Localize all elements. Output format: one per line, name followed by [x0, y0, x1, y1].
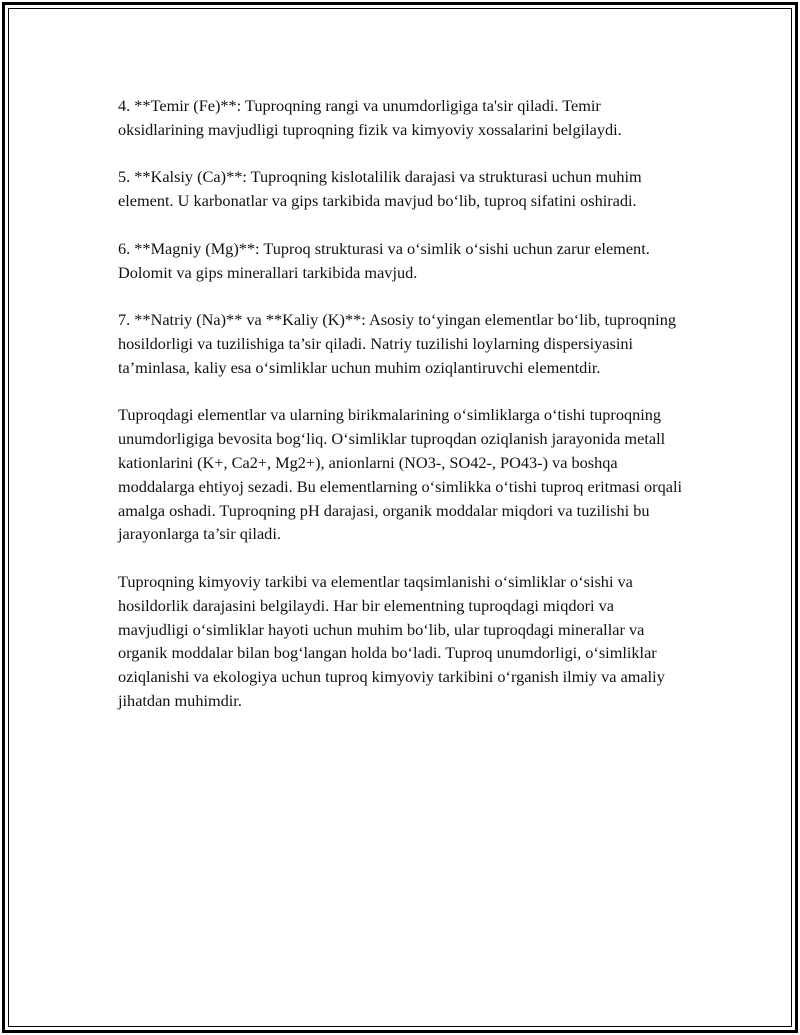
paragraph-iron: 4. **Temir (Fe)**: Tuproqning rangi va unumdorligiga ta'sir qiladi. Temir oksidlarining mavjudligi tuproqning fizik va kimyoviy xossalarini belgilaydi. [118, 96, 622, 139]
paragraph-conclusion: Tuproqning kimyoviy tarkibi va elementlar taqsimlanishi o‘simliklar o‘sishi va hosildorlik darajasini belgilaydi. Har bir elementning tuproqdagi miqdori va mavjudligi o‘simliklar hayoti uchun muhim bo‘lib, ular tuproqdagi minerallar va organik moddalar bilan bog‘langan holda bo‘ladi. Tuproq unumdorligi, o‘simliklar oziqlanishi va ekologiya uchun tuproq kimyoviy tarkibini o‘rganish ilmiy va amaliy jihatdan muhimdir. [118, 571, 665, 710]
document-body [118, 94, 688, 737]
paragraph-sodium-potassium: 7. **Natriy (Na)** va **Kaliy (K)**: Asosiy to‘yingan elementlar bo‘lib, tuproqning hosildorligi va tuzilishiga ta’sir qiladi. Natriy tuzilishi loylarning dispersiyasini ta’minlasa, kaliy esa o‘simliklar uchun muhim oziqlantiruvchi elementdir. [118, 310, 676, 377]
paragraph-calcium: 5. **Kalsiy (Ca)**: Tuproqning kislotalilik darajasi va strukturasi uchun muhim element. U karbonatlar va gips tarkibida mavjud bo‘lib, tuproq sifatini oshiradi. [118, 167, 642, 211]
paragraph-element-uptake: Tuproqdagi elementlar va ularning birikmalarining o‘simliklarga o‘tishi tuproqning unumdorligiga bevosita bog‘liq. O‘simliklar tuproqdan oziqlanish jarayonida metall kationlarini (K+, Ca2+, Mg2+), anionlarni (NO3-, SO42-, PO43-) va boshqa moddalarga ehtiyoj sezadi. Bu elementlarning o‘simlikka o‘tishi tuproq eritmasi orqali amalga oshadi. Tuproqning pH darajasi, organik moddalar miqdori va tuzilishi bu jarayonlarga ta’sir qiladi. [118, 405, 682, 544]
paragraph-magnesium: 6. **Magniy (Mg)**: Tuproq strukturasi va o‘simlik o‘sishi uchun zarur element. Dolomit va gips minerallari tarkibida mavjud. [118, 238, 650, 282]
